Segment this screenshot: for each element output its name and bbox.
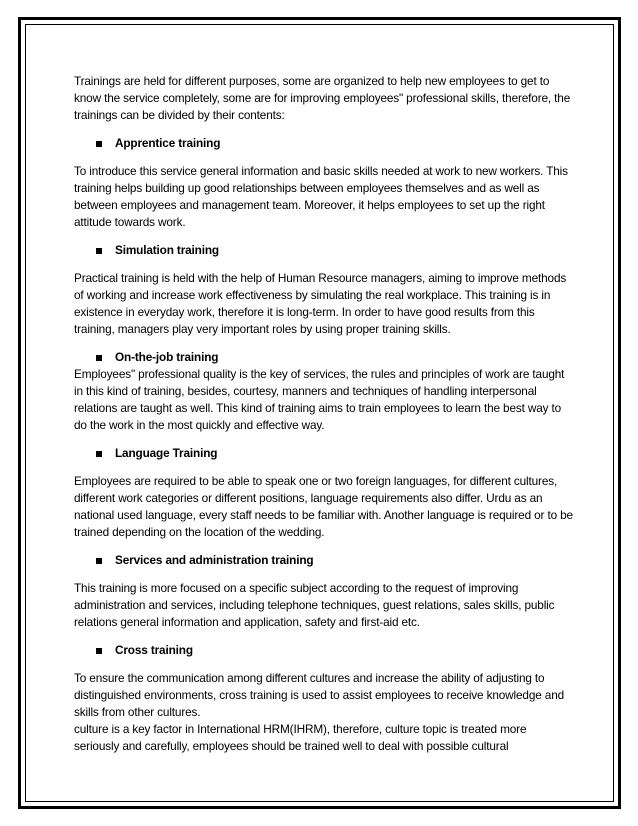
square-bullet-icon [96, 355, 102, 361]
section-paragraph-on-the-job: Employees" professional quality is the key of services, the rules and principles of work are taught in this kind of training, besides, courtesy, manners and techniques of handling interpersonal relations are taught as well. This kind of training aims to train employees to learn the best way to do the work in the most quickly and effective way. [74, 367, 565, 432]
square-bullet-icon [96, 248, 102, 254]
section-paragraph-simulation: Practical training is held with the help of Human Resource managers, aiming to improve methods of working and increase work effectiveness by simulating the real workplace. This training is in existence in everyday work, therefore it is long-term. In order to have good results from this training, managers play very important roles by using proper training skills. [74, 271, 567, 336]
intro-paragraph: Trainings are held for different purposes, some are organized to help new employees to get to know the service completely, some are for improving employees" professional skills, therefore, the trainings can be divided by their contents: [74, 74, 571, 122]
square-bullet-icon [96, 451, 102, 457]
section-paragraph-language: Employees are required to be able to speak one or two foreign languages, for different cultures, different work categories or different positions, language requirements also differ. Urdu as an national used language, every staff needs to be familiar with. Another language is required or to be trained depending on the location of the wedding. [74, 474, 573, 539]
section-paragraph-cross: To ensure the communication among different cultures and increase the ability of adjusting to distinguished environments, cross training is used to assist employees to receive knowledge and skills from other cultures. [74, 671, 565, 719]
section-heading-language [74, 445, 574, 462]
section-heading-label: Language Training [115, 446, 218, 460]
section-heading-on-the-job [74, 349, 574, 366]
square-bullet-icon [96, 141, 102, 147]
square-bullet-icon [96, 648, 102, 654]
section-paragraph-services-administration: This training is more focused on a specific subject according to the request of improving administration and services, including telephone techniques, guest relations, sales skills, public relations general information and application, safety and first-aid etc. [74, 581, 555, 629]
section-heading-label: Cross training [115, 643, 193, 657]
square-bullet-icon [96, 558, 102, 564]
section-heading-apprentice [74, 135, 574, 152]
section-heading-services-administration [74, 552, 574, 569]
section-heading-label: Services and administration training [115, 553, 314, 567]
section-heading-label: On-the-job training [115, 350, 219, 364]
section-heading-label: Simulation training [115, 243, 219, 257]
section-paragraph-culture: culture is a key factor in International HRM(IHRM), therefore, culture topic is treated more seriously and carefully, employees should be trained well to deal with possible cultural [74, 722, 527, 753]
section-heading-simulation [74, 242, 574, 259]
section-heading-cross [74, 642, 574, 659]
document-body [74, 73, 574, 755]
section-heading-label: Apprentice training [115, 136, 221, 150]
section-paragraph-apprentice: To introduce this service general information and basic skills needed at work to new workers. This training helps building up good relationships between employees themselves and as well as between employees and management team. Moreover, it helps employees to set up the right attitude towards work. [74, 164, 568, 229]
